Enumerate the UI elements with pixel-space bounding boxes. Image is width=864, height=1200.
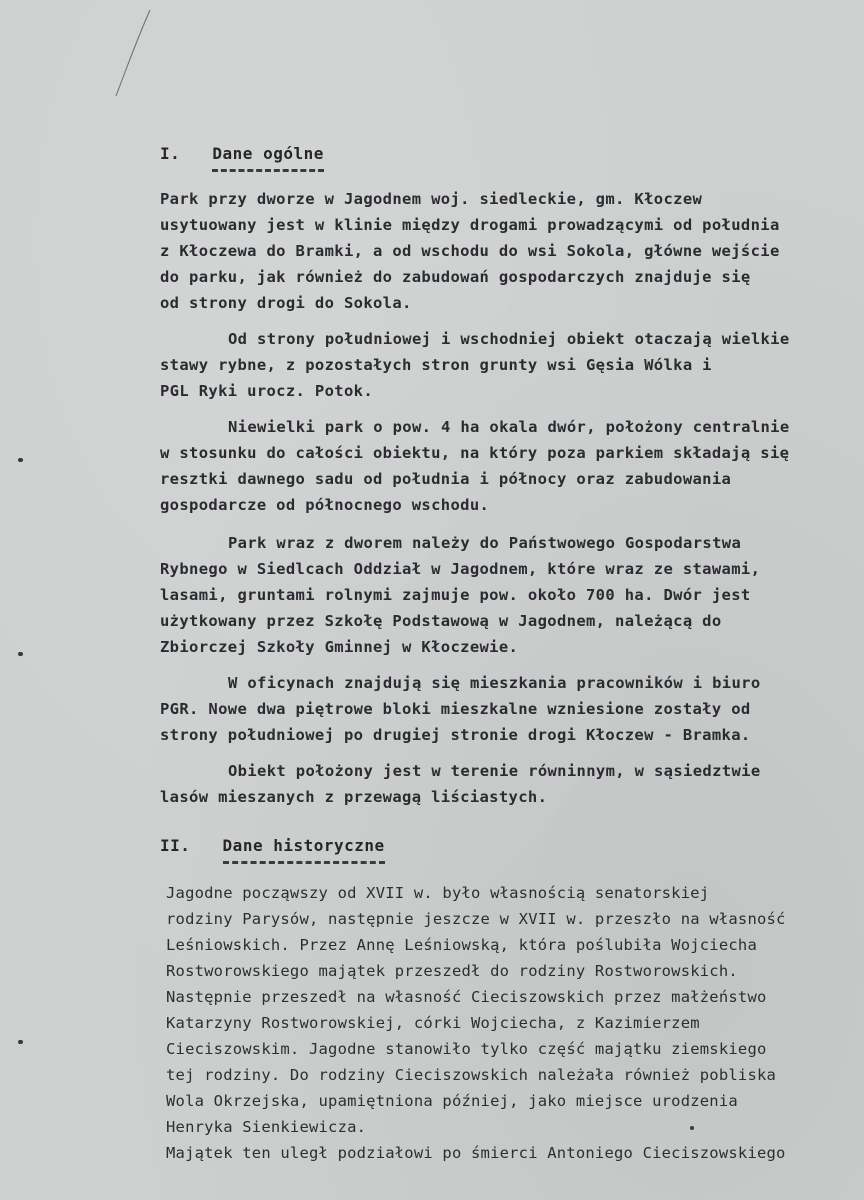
text-line: W oficynach znajdują się mieszkania pracowników i biuro	[228, 674, 761, 692]
text-line: Niewielki park o pow. 4 ha okala dwór, położony centralnie	[228, 418, 790, 436]
margin-mark	[18, 652, 23, 656]
text-line: Jagodne począwszy od XVII w. było własnością senatorskiej	[166, 884, 710, 902]
text-line: od strony drogi do Sokola.	[160, 294, 412, 312]
text-line: lasami, gruntami rolnymi zajmuje pow. około 700 ha. Dwór jest	[160, 586, 751, 604]
text-line: usytuowany jest w klinie między drogami prowadzącymi od południa	[160, 216, 780, 234]
text-line: resztki dawnego sadu od południa i północy oraz zabudowania	[160, 470, 732, 488]
text-line: tej rodziny. Do rodziny Cieciszowskich należała również pobliska	[166, 1066, 777, 1084]
text-line: Park wraz z dworem należy do Państwowego Gospodarstwa	[228, 534, 742, 552]
text-line: PGR. Nowe dwa piętrowe bloki mieszkalne wzniesione zostały od	[160, 700, 751, 718]
text-line: PGL Ryki urocz. Potok.	[160, 382, 373, 400]
text-line: Rostworowskiego majątek przeszedł do rodziny Rostworowskich.	[166, 962, 738, 980]
text-line: w stosunku do całości obiektu, na który poza parkiem składają się	[160, 444, 790, 462]
text-line: Henryka Sienkiewicza.	[166, 1118, 367, 1136]
text-line: Zbiorczej Szkoły Gminnej w Kłoczewie.	[160, 638, 519, 656]
text-line: lasów mieszanych z przewagą liściastych.	[160, 788, 548, 806]
text-line: Następnie przeszedł na własność Cieciszowskich przez małżeństwo	[166, 988, 767, 1006]
text-line: rodziny Parysów, następnie jeszcze w XVII w. przeszło na własność	[166, 910, 786, 928]
text-line: Katarzyny Rostworowskiej, córki Wojciecha, z Kazimierzem	[166, 1014, 700, 1032]
text-line: Majątek ten uległ podziałowi po śmierci Antoniego Cieciszowskiego	[166, 1144, 786, 1162]
text-line: gospodarcze od północnego wschodu.	[160, 496, 490, 514]
text-line: do parku, jak również do zabudowań gospodarczych znajduje się	[160, 268, 751, 286]
section-heading	[160, 144, 324, 163]
text-line: użytkowany przez Szkołę Podstawową w Jagodnem, należącą do	[160, 612, 722, 630]
text-line: Rybnego w Siedlcach Oddział w Jagodnem, które wraz ze stawami,	[160, 560, 761, 578]
text-line: stawy rybne, z pozostałych stron grunty wsi Gęsia Wólka i	[160, 356, 712, 374]
margin-mark	[18, 1040, 23, 1044]
text-line: Cieciszowskim. Jagodne stanowiło tylko część majątku ziemskiego	[166, 1040, 767, 1058]
section-title: Dane ogólne	[212, 144, 324, 163]
text-line: Wola Okrzejska, upamiętniona później, jako miejsce urodzenia	[166, 1092, 738, 1110]
margin-mark	[18, 458, 23, 462]
text-line: Od strony południowej i wschodniej obiekt otaczają wielkie	[228, 330, 790, 348]
section-title: Dane historyczne	[222, 836, 385, 855]
section-number: I.	[160, 144, 181, 163]
text-line: strony południowej po drugiej stronie drogi Kłoczew - Bramka.	[160, 726, 751, 744]
text-line: Obiekt położony jest w terenie równinnym, w sąsiedztwie	[228, 762, 761, 780]
paper-scratch	[112, 8, 152, 98]
text-line: Park przy dworze w Jagodnem woj. siedleckie, gm. Kłoczew	[160, 190, 703, 208]
text-line: z Kłoczewa do Bramki, a od wschodu do wsi Sokola, główne wejście	[160, 242, 780, 260]
ink-dot	[690, 1126, 694, 1130]
section-heading	[160, 836, 385, 855]
text-line: Leśniowskich. Przez Annę Leśniowską, która poślubiła Wojciecha	[166, 936, 757, 954]
section-number: II.	[160, 836, 191, 855]
